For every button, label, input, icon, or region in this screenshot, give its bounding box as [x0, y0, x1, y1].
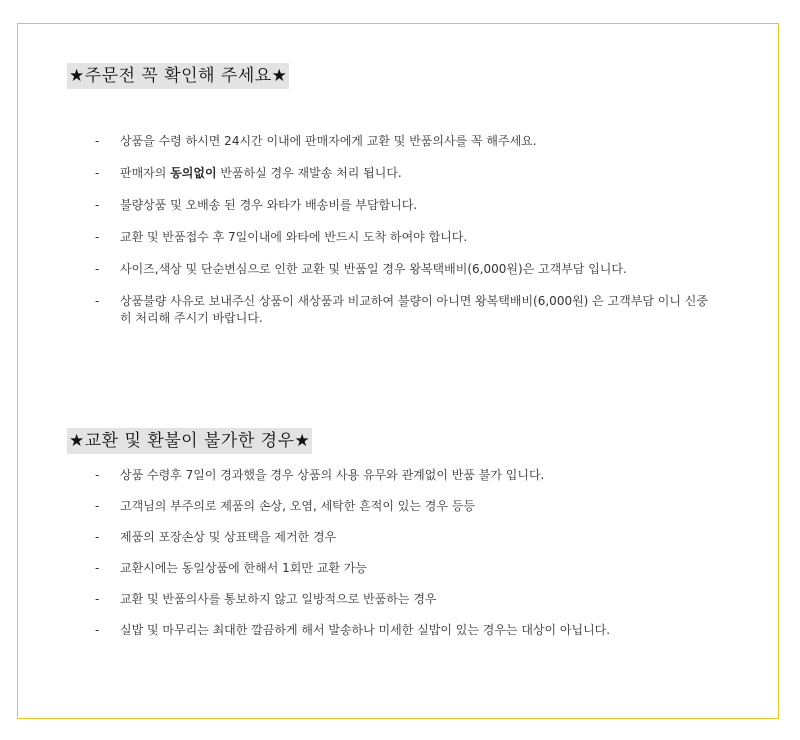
order-notice-title: ★주문전 꼭 확인해 주세요★	[67, 63, 289, 89]
list-item: - 교환시에는 동일상품에 한해서 1회만 교환 가능	[95, 561, 367, 575]
dash-bullet: -	[95, 623, 100, 637]
dash-bullet: -	[95, 230, 100, 244]
dash-bullet: -	[95, 592, 100, 606]
dash-bullet: -	[95, 468, 100, 482]
list-item: - 상품불량 사유로 보내주신 상품이 새상품과 비교하여 불량이 아니면 왕복택배비(6,000원) 은 고객부담 이니 신중히 처리해 주시기 바랍니다.	[95, 294, 708, 325]
dash-bullet: -	[95, 294, 100, 308]
dash-bullet: -	[95, 198, 100, 212]
list-item: - 실밥 및 마무리는 최대한 깔끔하게 해서 발송하나 미세한 실밥이 있는 경우는 대상이 아닙니다.	[95, 623, 611, 637]
emphasis-text: 동의없이	[170, 166, 217, 180]
dash-bullet: -	[95, 262, 100, 276]
dash-bullet: -	[95, 561, 100, 575]
list-item: - 교환 및 반품접수 후 7일이내에 와타에 반드시 도착 하여야 합니다.	[95, 230, 468, 244]
list-item: - 불량상품 및 오배송 된 경우 와타가 배송비를 부담합니다.	[95, 198, 418, 212]
order-notice-list	[95, 133, 715, 342]
list-item: - 판매자의 동의없이 반품하실 경우 재발송 처리 됩니다.	[95, 166, 402, 180]
list-item: - 교환 및 반품의사를 통보하지 않고 일방적으로 반품하는 경우	[95, 592, 437, 606]
dash-bullet: -	[95, 166, 100, 180]
no-refund-list	[95, 467, 715, 653]
dash-bullet: -	[95, 499, 100, 513]
list-item: - 상품을 수령 하시면 24시간 이내에 판매자에게 교환 및 반품의사를 꼭 해주세요.	[95, 134, 537, 148]
list-item: - 제품의 포장손상 및 상표택을 제거한 경우	[95, 530, 337, 544]
list-item: - 고객님의 부주의로 제품의 손상, 오염, 세탁한 흔적이 있는 경우 등등	[95, 499, 475, 513]
dash-bullet: -	[95, 530, 100, 544]
list-item: - 상품 수령후 7일이 경과했을 경우 상품의 사용 유무와 관계없이 반품 불가 입니다.	[95, 468, 545, 482]
dash-bullet: -	[95, 134, 100, 148]
list-item: - 사이즈,색상 및 단순변심으로 인한 교환 및 반품일 경우 왕복택배비(6,000원)은 고객부담 입니다.	[95, 262, 627, 276]
no-refund-title: ★교환 및 환불이 불가한 경우★	[67, 428, 312, 454]
